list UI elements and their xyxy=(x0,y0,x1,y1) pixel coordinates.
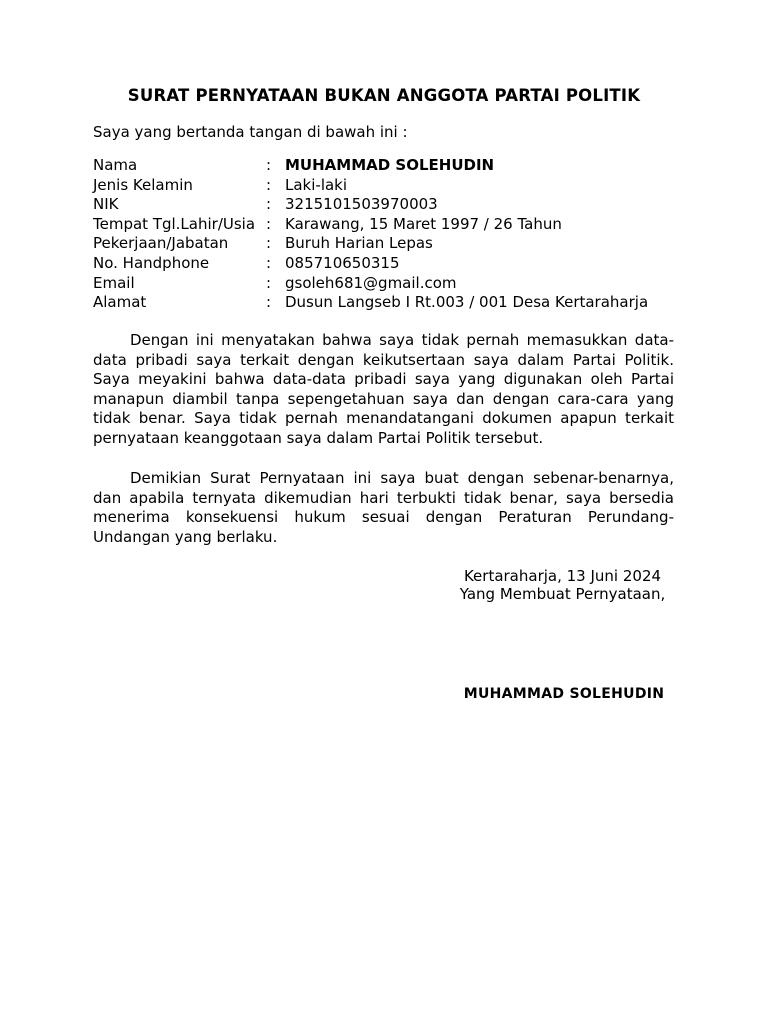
field-colon: : xyxy=(266,195,272,214)
field-label: Jenis Kelamin xyxy=(93,175,193,194)
field-label: NIK xyxy=(93,195,119,214)
field-row-email xyxy=(93,274,648,294)
signature-block xyxy=(440,567,685,603)
field-colon: : xyxy=(266,214,272,233)
field-label: Alamat xyxy=(93,293,147,312)
field-value-nama: MUHAMMAD SOLEHUDIN xyxy=(285,156,495,174)
statement-paragraph: Dengan ini menyatakan bahwa saya tidak pernah memasukkan data-data pribadi saya terkait dengan keikutsertaan saya dalam Partai Politik. Saya meyakini bahwa data-data pribadi saya yang digunakan oleh Partai manapun diambil tanpa sepengetahuan saya dan dengan cara-cara yang tidak benar. Saya tidak pernah menandatangani dokumen apapun terkait pernyataan keanggotaan saya dalam Partai Politik tersebut. xyxy=(93,331,674,447)
signature-role: Yang Membuat Pernyataan, xyxy=(459,585,666,603)
field-row-nik xyxy=(93,195,648,215)
field-value-nik: 3215101503970003 xyxy=(285,195,438,214)
field-label: Email xyxy=(93,273,135,292)
field-row-nama xyxy=(93,156,648,176)
field-value-jenis-kelamin: Laki-laki xyxy=(285,175,348,194)
document-title: SURAT PERNYATAAN BUKAN ANGGOTA PARTAI POLITIK xyxy=(127,86,641,105)
intro-text: Saya yang bertanda tangan di bawah ini : xyxy=(93,123,408,141)
field-row-alamat xyxy=(93,293,648,313)
field-colon: : xyxy=(266,293,272,312)
field-value-tempat-tgl-lahir: Karawang, 15 Maret 1997 / 26 Tahun xyxy=(285,214,562,233)
field-colon: : xyxy=(266,234,272,253)
field-value-handphone: 085710650315 xyxy=(285,253,400,272)
field-colon: : xyxy=(266,156,272,174)
field-label: Pekerjaan/Jabatan xyxy=(93,234,229,253)
signature-place-date: Kertaraharja, 13 Juni 2024 xyxy=(463,567,662,585)
identity-fields xyxy=(93,156,648,313)
field-label: Nama xyxy=(93,156,138,174)
field-colon: : xyxy=(266,253,272,272)
field-colon: : xyxy=(266,273,272,292)
field-row-tempat-tgl-lahir xyxy=(93,215,648,235)
signer-name: MUHAMMAD SOLEHUDIN xyxy=(463,686,665,702)
field-colon: : xyxy=(266,175,272,194)
field-value-pekerjaan: Buruh Harian Lepas xyxy=(285,234,433,253)
field-row-pekerjaan xyxy=(93,234,648,254)
field-label: No. Handphone xyxy=(93,253,210,272)
field-row-jenis-kelamin xyxy=(93,176,648,196)
field-label: Tempat Tgl.Lahir/Usia xyxy=(93,214,256,233)
closing-paragraph: Demikian Surat Pernyataan ini saya buat dengan sebenar-benarnya, dan apabila ternyata dikemudian hari terbukti tidak benar, saya bersedia menerima konsekuensi hukum sesuai dengan Peraturan Perundang-Undangan yang berlaku. xyxy=(93,469,674,546)
field-row-handphone xyxy=(93,254,648,274)
field-value-email: gsoleh681@gmail.com xyxy=(285,273,457,292)
field-value-alamat: Dusun Langseb I Rt.003 / 001 Desa Kertaraharja xyxy=(285,293,649,312)
